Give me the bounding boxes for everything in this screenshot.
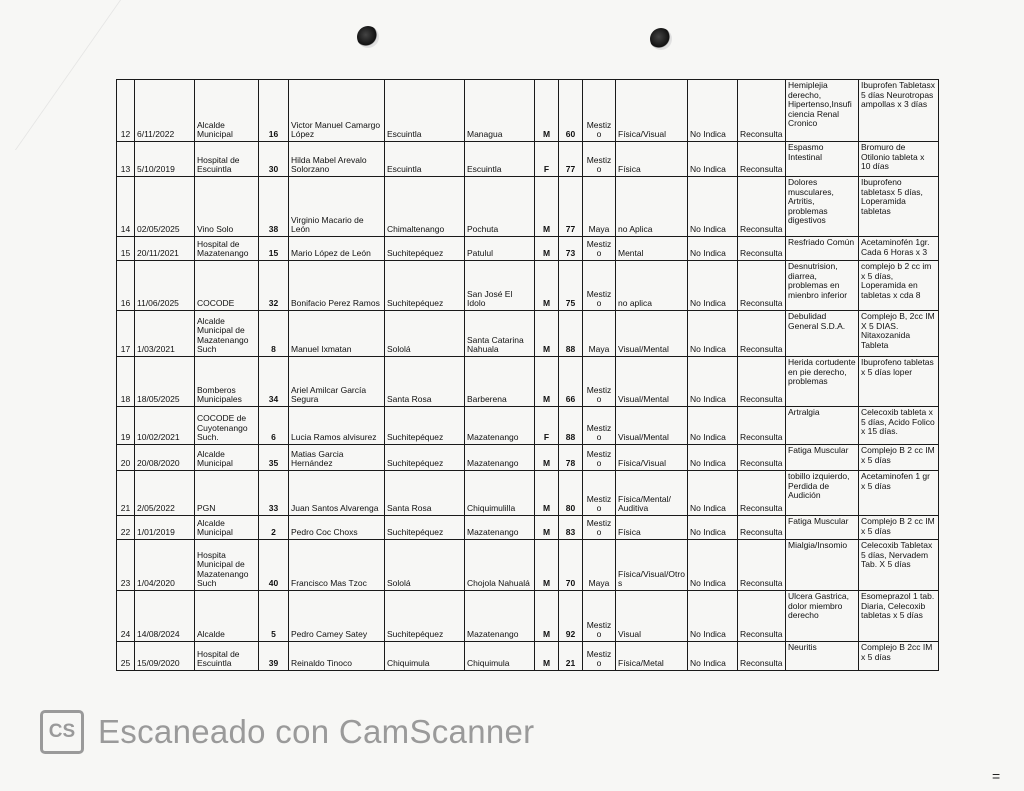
cell-code: 34 [259, 357, 289, 407]
cell-patient-name: Pedro Coc Choxs [289, 516, 385, 540]
cell-sex: M [535, 80, 559, 142]
cell-code: 16 [259, 80, 289, 142]
cell-indicator: No Indica [688, 407, 738, 445]
cell-sex: M [535, 642, 559, 671]
cell-date: 1/03/2021 [135, 311, 195, 357]
cell-disability: Mental [616, 237, 688, 261]
cell-indicator: No Indica [688, 311, 738, 357]
cell-age: 66 [559, 357, 583, 407]
cell-diagnosis: Herida cortudente en pie derecho, problemas [786, 357, 859, 407]
cell-referred-by: Alcalde Municipal [195, 516, 259, 540]
cell-row-number: 14 [117, 177, 135, 237]
cell-consult-type: Reconsulta [738, 357, 786, 407]
cell-diagnosis: Desnutrision, diarrea, problemas en mienbro inferior [786, 261, 859, 311]
cell-department: Santa Rosa [385, 471, 465, 516]
cell-age: 88 [559, 311, 583, 357]
cell-code: 5 [259, 591, 289, 642]
cell-sex: F [535, 142, 559, 177]
cell-diagnosis: Hemiplejia derecho, Hipertenso,Insuficiencia Renal Cronico [786, 80, 859, 142]
cell-municipality: Chiquimula [465, 642, 535, 671]
cell-indicator: No Indica [688, 237, 738, 261]
cell-date: 5/10/2019 [135, 142, 195, 177]
scanned-table-sheet [116, 79, 938, 670]
cell-indicator: No Indica [688, 540, 738, 591]
cell-treatment: Acetaminofén 1gr. Cada 6 Horas x 3 [859, 237, 939, 261]
cell-date: 11/06/2025 [135, 261, 195, 311]
cell-code: 38 [259, 177, 289, 237]
cell-row-number: 22 [117, 516, 135, 540]
cell-department: Sololá [385, 311, 465, 357]
cell-department: Sololá [385, 540, 465, 591]
cell-disability: Física [616, 142, 688, 177]
cell-row-number: 20 [117, 445, 135, 471]
cell-department: Suchitepéquez [385, 407, 465, 445]
cell-treatment: Complejo B 2 cc IM x 5 días [859, 516, 939, 540]
cell-department: Escuintla [385, 80, 465, 142]
cell-disability: Física/Mental/ Auditiva [616, 471, 688, 516]
cell-patient-name: Manuel Ixmatan [289, 311, 385, 357]
cell-disability: Visual [616, 591, 688, 642]
cell-consult-type: Reconsulta [738, 177, 786, 237]
cell-municipality: Mazatenango [465, 407, 535, 445]
cell-date: 14/08/2024 [135, 591, 195, 642]
cell-date: 6/11/2022 [135, 80, 195, 142]
cell-diagnosis: Fatiga Muscular [786, 516, 859, 540]
cell-row-number: 13 [117, 142, 135, 177]
cell-indicator: No Indica [688, 142, 738, 177]
cell-treatment: Ibuprofeno tabletasx 5 días, Loperamida tabletas [859, 177, 939, 237]
cell-patient-name: Mario López de León [289, 237, 385, 261]
cell-date: 20/11/2021 [135, 237, 195, 261]
cell-sex: M [535, 471, 559, 516]
cell-ethnicity: Mestizo [583, 642, 616, 671]
cell-code: 39 [259, 642, 289, 671]
cell-age: 80 [559, 471, 583, 516]
cell-municipality: Mazatenango [465, 445, 535, 471]
cell-patient-name: Juan Santos Alvarenga [289, 471, 385, 516]
cell-disability: no aplica [616, 261, 688, 311]
cell-department: Santa Rosa [385, 357, 465, 407]
records-table [116, 79, 939, 671]
punch-hole-right [650, 28, 672, 50]
cell-ethnicity: Mestizo [583, 357, 616, 407]
cell-age: 70 [559, 540, 583, 591]
cell-diagnosis: Espasmo Intestinal [786, 142, 859, 177]
cell-disability: Física/Visual/Otros [616, 540, 688, 591]
cell-referred-by: COCODE de Cuyotenango Such. [195, 407, 259, 445]
cell-date: 02/05/2025 [135, 177, 195, 237]
cell-sex: M [535, 261, 559, 311]
cell-date: 20/08/2020 [135, 445, 195, 471]
cell-municipality: Chojola Nahualá [465, 540, 535, 591]
cell-diagnosis: tobillo izquierdo, Perdida de Audición [786, 471, 859, 516]
cell-treatment: Complejo B 2cc IM x 5 días [859, 642, 939, 671]
cell-consult-type: Reconsulta [738, 311, 786, 357]
cell-row-number: 19 [117, 407, 135, 445]
cell-referred-by: PGN [195, 471, 259, 516]
cell-age: 77 [559, 142, 583, 177]
cell-referred-by: COCODE [195, 261, 259, 311]
camscanner-watermark [40, 708, 534, 756]
cell-municipality: Santa Catarina Nahuala [465, 311, 535, 357]
cell-date: 10/02/2021 [135, 407, 195, 445]
cell-sex: M [535, 357, 559, 407]
cell-diagnosis: Ulcera Gastrica, dolor miembro derecho [786, 591, 859, 642]
cell-indicator: No Indica [688, 177, 738, 237]
cell-row-number: 18 [117, 357, 135, 407]
cell-code: 30 [259, 142, 289, 177]
cell-patient-name: Virginio Macario de León [289, 177, 385, 237]
cell-consult-type: Reconsulta [738, 237, 786, 261]
cell-indicator: No Indica [688, 471, 738, 516]
table-row [117, 407, 939, 445]
cell-department: Suchitepéquez [385, 261, 465, 311]
cell-department: Suchitepéquez [385, 516, 465, 540]
cell-sex: M [535, 311, 559, 357]
cell-referred-by: Alcalde [195, 591, 259, 642]
cell-department: Suchitepéquez [385, 237, 465, 261]
cell-row-number: 17 [117, 311, 135, 357]
cell-treatment: Esomeprazol 1 tab. Diaria, Celecoxib tabletas x 5 días [859, 591, 939, 642]
cell-row-number: 23 [117, 540, 135, 591]
cell-patient-name: Lucia Ramos alvisurez [289, 407, 385, 445]
cell-disability: Visual/Mental [616, 407, 688, 445]
cell-treatment: Ibuprofeno tabletas x 5 días loper [859, 357, 939, 407]
cell-municipality: Mazatenango [465, 516, 535, 540]
cell-referred-by: Alcalde Municipal [195, 80, 259, 142]
cell-disability: Visual/Mental [616, 357, 688, 407]
cell-municipality: Barberena [465, 357, 535, 407]
camscanner-logo: CS [40, 710, 84, 754]
cell-ethnicity: Mestizo [583, 80, 616, 142]
cell-age: 78 [559, 445, 583, 471]
cell-department: Suchitepéquez [385, 591, 465, 642]
cell-consult-type: Reconsulta [738, 261, 786, 311]
cell-ethnicity: Mestizo [583, 261, 616, 311]
cell-indicator: No Indica [688, 445, 738, 471]
table-row [117, 642, 939, 671]
table-row [117, 80, 939, 142]
cell-date: 1/04/2020 [135, 540, 195, 591]
cell-ethnicity: Maya [583, 311, 616, 357]
edge-mark: = [992, 768, 1001, 784]
cell-referred-by: Alcalde Municipal [195, 445, 259, 471]
cell-consult-type: Reconsulta [738, 642, 786, 671]
cell-code: 35 [259, 445, 289, 471]
cell-diagnosis: Dolores musculares, Artritis, problemas digestivos [786, 177, 859, 237]
cell-disability: no Aplica [616, 177, 688, 237]
cell-date: 18/05/2025 [135, 357, 195, 407]
cell-code: 8 [259, 311, 289, 357]
cell-treatment: Celecoxib Tabletax 5 días, Nervadem Tab. X 5 días [859, 540, 939, 591]
table-row [117, 177, 939, 237]
cell-disability: Física [616, 516, 688, 540]
cell-treatment: Celecoxib tableta x 5 días, Acido Folico x 15 días. [859, 407, 939, 445]
table-row [117, 261, 939, 311]
cell-sex: M [535, 591, 559, 642]
cell-ethnicity: Mestizo [583, 237, 616, 261]
cell-age: 92 [559, 591, 583, 642]
paper-fold-line [0, 0, 121, 150]
cell-diagnosis: Fatiga Muscular [786, 445, 859, 471]
cell-row-number: 24 [117, 591, 135, 642]
table-row [117, 471, 939, 516]
cell-referred-by: Hospital de Escuintla [195, 642, 259, 671]
punch-hole-left [357, 26, 379, 48]
cell-patient-name: Hilda Mabel Arevalo Solorzano [289, 142, 385, 177]
cell-department: Chimaltenango [385, 177, 465, 237]
cell-age: 75 [559, 261, 583, 311]
cell-code: 40 [259, 540, 289, 591]
cell-referred-by: Vino Solo [195, 177, 259, 237]
cell-age: 60 [559, 80, 583, 142]
cell-municipality: San José El Idolo [465, 261, 535, 311]
camscanner-text: Escaneado con CamScanner [98, 713, 535, 750]
cell-treatment: Complejo B, 2cc IM X 5 DIAS. Nitaxozanida Tableta [859, 311, 939, 357]
cell-age: 88 [559, 407, 583, 445]
cell-municipality: Patulul [465, 237, 535, 261]
cell-treatment: Bromuro de Otilonio tableta x 10 días [859, 142, 939, 177]
table-row [117, 357, 939, 407]
cell-diagnosis: Artralgia [786, 407, 859, 445]
cell-municipality: Chiquimulilla [465, 471, 535, 516]
cell-referred-by: Hospita Municipal de Mazatenango Such [195, 540, 259, 591]
cell-code: 32 [259, 261, 289, 311]
cell-row-number: 12 [117, 80, 135, 142]
cell-diagnosis: Neuritis [786, 642, 859, 671]
cell-disability: Física/Visual [616, 445, 688, 471]
cell-treatment: Acetaminofen 1 gr x 5 días [859, 471, 939, 516]
cell-age: 77 [559, 177, 583, 237]
cell-diagnosis: Resfriado Común [786, 237, 859, 261]
cell-patient-name: Reinaldo Tinoco [289, 642, 385, 671]
cell-consult-type: Reconsulta [738, 445, 786, 471]
cell-row-number: 25 [117, 642, 135, 671]
table-row [117, 311, 939, 357]
cell-row-number: 16 [117, 261, 135, 311]
cell-municipality: Escuintla [465, 142, 535, 177]
cell-referred-by: Hospital de Escuintla [195, 142, 259, 177]
cell-consult-type: Reconsulta [738, 80, 786, 142]
table-row [117, 540, 939, 591]
cell-patient-name: Bonifacio Perez Ramos [289, 261, 385, 311]
cell-sex: M [535, 516, 559, 540]
cell-department: Escuintla [385, 142, 465, 177]
cell-ethnicity: Mestizo [583, 407, 616, 445]
cell-diagnosis: Mialgia/Insomio [786, 540, 859, 591]
cell-ethnicity: Mestizo [583, 516, 616, 540]
table-row [117, 591, 939, 642]
cell-code: 2 [259, 516, 289, 540]
cell-referred-by: Alcalde Municipal de Mazatenango Such [195, 311, 259, 357]
cell-indicator: No Indica [688, 516, 738, 540]
cell-treatment: Complejo B 2 cc IM x 5 días [859, 445, 939, 471]
cell-municipality: Mazatenango [465, 591, 535, 642]
cell-date: 1/01/2019 [135, 516, 195, 540]
cell-referred-by: Hospital de Mazatenango [195, 237, 259, 261]
cell-department: Chiquimula [385, 642, 465, 671]
cell-indicator: No Indica [688, 357, 738, 407]
table-row [117, 445, 939, 471]
cell-ethnicity: Maya [583, 177, 616, 237]
cell-row-number: 15 [117, 237, 135, 261]
cell-consult-type: Reconsulta [738, 407, 786, 445]
cell-disability: Visual/Mental [616, 311, 688, 357]
table-row [117, 142, 939, 177]
cell-indicator: No Indica [688, 261, 738, 311]
cell-treatment: complejo b 2 cc im x 5 días, Loperamida en tabletas x cda 8 [859, 261, 939, 311]
cell-patient-name: Francisco Mas Tzoc [289, 540, 385, 591]
cell-code: 33 [259, 471, 289, 516]
cell-age: 21 [559, 642, 583, 671]
cell-referred-by: Bomberos Municipales [195, 357, 259, 407]
cell-sex: M [535, 445, 559, 471]
cell-consult-type: Reconsulta [738, 591, 786, 642]
cell-code: 6 [259, 407, 289, 445]
cell-indicator: No Indica [688, 591, 738, 642]
cell-disability: Física/Visual [616, 80, 688, 142]
cell-diagnosis: Debulidad General S.D.A. [786, 311, 859, 357]
cell-sex: F [535, 407, 559, 445]
cell-ethnicity: Maya [583, 540, 616, 591]
table-row [117, 237, 939, 261]
cell-municipality: Managua [465, 80, 535, 142]
cell-ethnicity: Mestizo [583, 142, 616, 177]
cell-patient-name: Victor Manuel Camargo López [289, 80, 385, 142]
table-row [117, 516, 939, 540]
cell-consult-type: Reconsulta [738, 540, 786, 591]
cell-row-number: 21 [117, 471, 135, 516]
cell-municipality: Pochuta [465, 177, 535, 237]
cell-treatment: Ibuprofen Tabletasx 5 días Neurotropas ampollas x 3 días [859, 80, 939, 142]
cell-patient-name: Ariel Amilcar García Segura [289, 357, 385, 407]
cell-code: 15 [259, 237, 289, 261]
cell-age: 73 [559, 237, 583, 261]
cell-indicator: No Indica [688, 80, 738, 142]
cell-indicator: No Indica [688, 642, 738, 671]
cell-department: Suchitepéquez [385, 445, 465, 471]
cell-disability: Física/Metal [616, 642, 688, 671]
cell-ethnicity: Mestizo [583, 445, 616, 471]
cell-sex: M [535, 237, 559, 261]
cell-sex: M [535, 540, 559, 591]
cell-ethnicity: Mestizo [583, 471, 616, 516]
cell-sex: M [535, 177, 559, 237]
cell-consult-type: Reconsulta [738, 142, 786, 177]
cell-ethnicity: Mestizo [583, 591, 616, 642]
cell-date: 2/05/2022 [135, 471, 195, 516]
cell-patient-name: Matias Garcia Hernández [289, 445, 385, 471]
cell-patient-name: Pedro Camey Satey [289, 591, 385, 642]
cell-consult-type: Reconsulta [738, 471, 786, 516]
cell-consult-type: Reconsulta [738, 516, 786, 540]
cell-age: 83 [559, 516, 583, 540]
cell-date: 15/09/2020 [135, 642, 195, 671]
